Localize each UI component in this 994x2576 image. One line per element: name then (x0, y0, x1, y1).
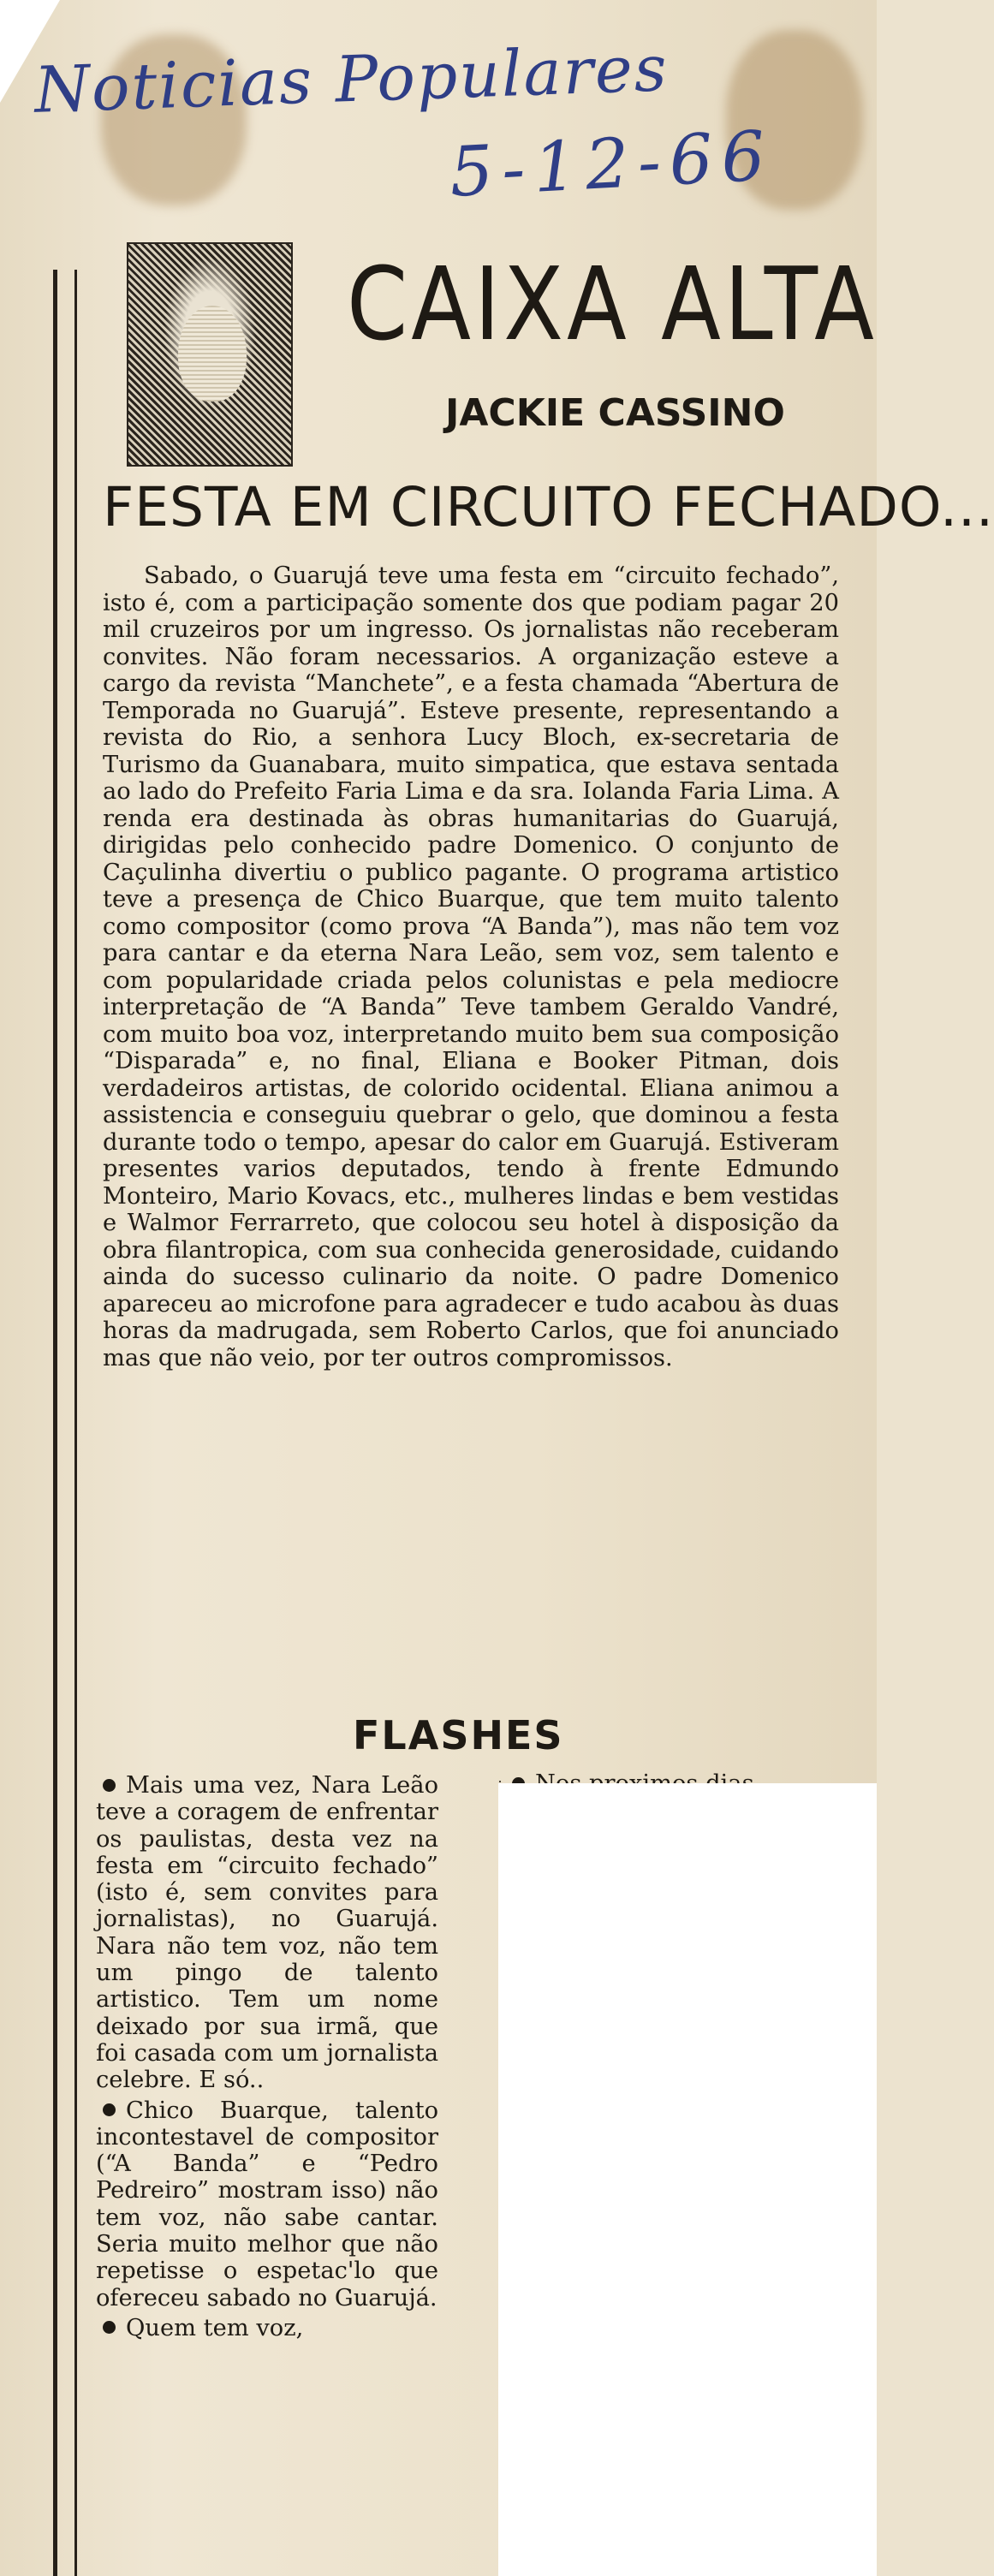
handwritten-source: Noticias Populares (33, 32, 670, 128)
flash-item (96, 2315, 438, 2341)
columnist-photo (127, 242, 293, 467)
bullet-icon (103, 2321, 116, 2334)
blank-area (498, 1783, 877, 2576)
article-headline: FESTA EM CIRCUITO FECHADO... (103, 476, 994, 538)
flash-text: Chico Buarque, talento incontestavel de compositor (“A Banda” e “Pedro Pedreiro” mostram isso) não tem voz, não sabe cantar. Seria muito melhor que não repetisse o espetac'lo que ofereceu sabado no Guarujá. (96, 2097, 438, 2311)
flashes-heading: FLASHES (353, 1712, 564, 1758)
columnist-face (178, 306, 247, 402)
flash-item (96, 1772, 438, 2094)
column-title: CAIXA ALTA (347, 247, 878, 364)
bullet-icon (103, 2103, 116, 2116)
flash-text: Mais uma vez, Nara Leão teve a coragem de enfrentar os paulistas, desta vez na festa em “circuito fechado” (isto é, sem convites para jornalistas), no Guarujá. Nara não tem voz, não tem um pingo de talento artistico. Tem um nome deixado por sua irmã, que foi casada com um jornalista celebre. E só.. (96, 1772, 438, 2094)
handwritten-note (33, 17, 805, 212)
column-rule (53, 270, 77, 2576)
flash-text: Quem tem voz, (126, 2314, 304, 2341)
column-author: JACKIE CASSINO (445, 391, 785, 435)
bullet-icon (103, 1779, 116, 1792)
article-body: Sabado, o Guarujá teve uma festa em “circuito fechado”, isto é, com a participação somente dos que podiam pagar 20 mil cruzeiros por um ingresso. Os jornalistas não receberam convites. Não foram necessarios. A organização esteve a cargo da revista “Manchete”, e a festa chamada “Abertura de Temporada no Guarujá”. Esteve presente, representando a revista do Rio, a senhora Lucy Bloch, ex-secretaria de Turismo da Guanabara, muito simpatica, que estava sentada ao lado do Prefeito Faria Lima e da sra. Iolanda Faria Lima. A renda era destinada às obras humanitarias do Guarujá, dirigidas pelo conhecido padre Domenico. O conjunto de Caçulinha divertiu o publico pagante. O programa artistico teve a presença de Chico Buarque, que tem muito talento como compositor (como prova “A Banda”), mas não tem voz para cantar e da eterna Nara Leão, sem voz, sem talento e com popularidade criada pelos colunistas e pela mediocre interpretação de “A Banda” Teve tambem Geraldo Vandré, com muito boa voz, interpretando muito bem sua composição “Disparada” e, no final, Eliana e Booker Pitman, dois verdadeiros artistas, de colorido ocidental. Eliana animou a assistencia e conseguiu quebrar o gelo, que dominou a festa durante todo o tempo, apesar do calor em Guarujá. Estiveram presentes varios deputados, tendo à frente Edmundo Monteiro, Mario Kovacs, etc., mulheres lindas e bem vestidas e Walmor Ferrarreto, que colocou seu hotel à disposição da obra filantropica, com sua conhecida generosidade, cuidando ainda do sucesso culinario da noite. O padre Domenico apareceu ao microfone para agradecer e tudo acabou às duas horas da madrugada, sem Roberto Carlos, que foi anunciado mas que não veio, por ter outros compromissos. (103, 562, 839, 1371)
flash-item (96, 2097, 438, 2311)
flashes-left-column (96, 1772, 438, 2345)
handwritten-date: 5-12-66 (447, 116, 776, 212)
